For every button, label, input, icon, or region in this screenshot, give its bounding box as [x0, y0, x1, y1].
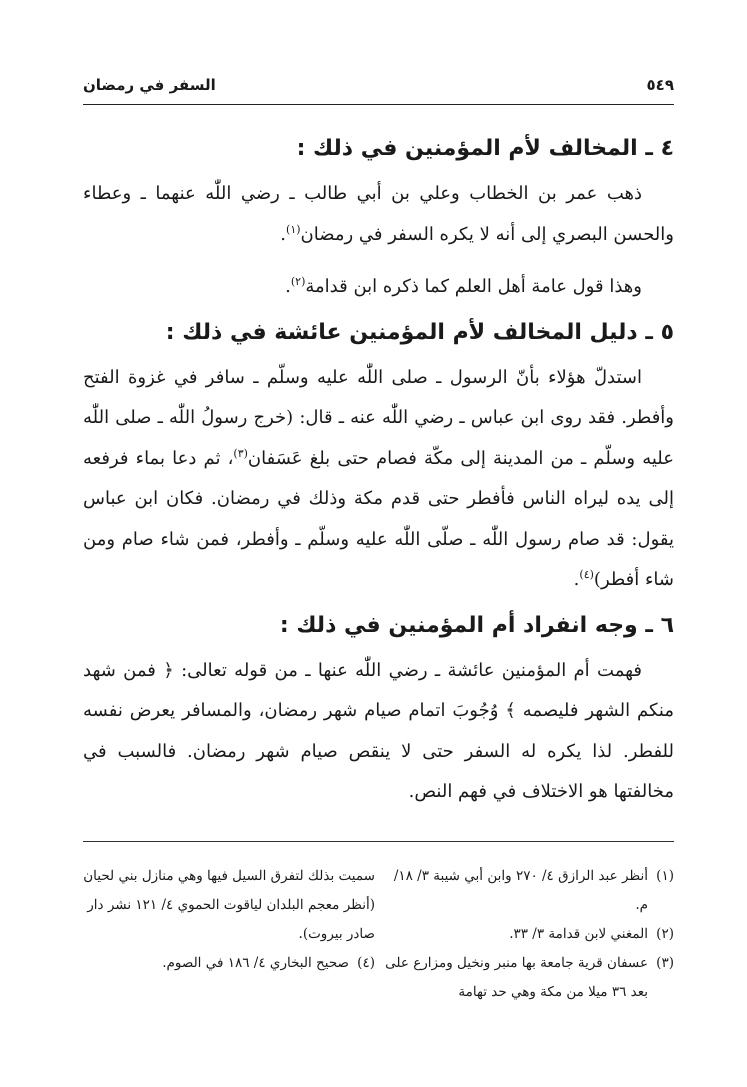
page-number: ٥٤٩ — [646, 76, 674, 94]
paragraph: ذهب عمر بن الخطاب وعلي بن أبي طالب ـ رضي اللّٰه عنهما ـ وعطاء والحسن البصري إلى أنه لا يكره السفر في رمضان$^{(١)}$. — [83, 183, 674, 245]
running-header — [83, 70, 674, 100]
footnote-ref[interactable]: (٢) — [290, 275, 306, 288]
footnote-ref[interactable]: (٣) — [233, 446, 248, 460]
footnote-column-right — [382, 862, 674, 1007]
footnote-ref[interactable]: (١) — [286, 222, 301, 236]
footnote: (٤)صحيح البخاري ٤/ ١٨٦ في الصوم. — [162, 955, 375, 971]
header-rule — [83, 104, 674, 105]
paragraph: وهذا قول عامة أهل العلم كما ذكره ابن قدامة$^{(٢)}$. — [285, 275, 642, 297]
paragraph: فهمت أم المؤمنين عائشة ـ رضي اللّٰه عنها ـ من قوله تعالى: ﴿ فمن شهد منكم الشهر فليصمه ﴾ وُجُوبَ اتمام صيام شهر رمضان، والمسافر يعرض نفسه للفطر. لذا يكره له السفر حتى لا ينقص صيام شهر رمضان. فالسبب في مخالفتها هو الاختلاف في فهم النص. — [83, 659, 674, 802]
footnote-column-left — [83, 862, 375, 1007]
footnotes — [83, 862, 674, 1007]
footnote-continuation: سميت بذلك لتفرق السيل فيها وهي منازل بني لحيان (أنظر معجم البلدان لياقوت الحموي ٤/ ١٢١ نشر دار صادر بيروت). — [83, 868, 375, 942]
paragraph: استدلّ هؤلاء بأنّ الرسول ـ صلى اللّٰه عليه وسلّم ـ سافر في غزوة الفتح وأفطر. فقد روى ابن عباس ـ رضي اللّٰه عنه ـ قال: (خرج رسولُ اللّٰه ـ صلى اللّٰه عليه وسلّم ـ من المدينة إلى مكّة فصام حتى بلغ عَسَفان$^{(٣)}$، ثم دعا بماء فرفعه إلى يده ليراه الناس فأفطر حتى قدم مكة وذلك في رمضان. فكان ابن عباس يقول: قد صام رسول اللّٰه ـ صلّى اللّٰه عليه وسلّم ـ وأفطر، فمن شاء صام ومن شاء أفطر)$^{(٤)}$. — [83, 366, 674, 590]
footnote-rule — [83, 841, 674, 842]
running-title: السفر في رمضان — [83, 76, 216, 94]
footnote-ref[interactable]: (٤) — [579, 568, 594, 581]
footnote: (٢)المغني لابن قدامة ٣/ ٣٣. — [509, 926, 674, 942]
footnote: (٣)عسفان قرية جامعة بها منبر ونخيل ومزارع على بعد ٣٦ ميلا من مكة وهي حد تهامة — [385, 955, 674, 1000]
section-heading: ٦ ـ وجه انفراد أم المؤمنين في ذلك : — [279, 612, 674, 638]
footnote: (١)أنظر عبد الرازق ٤/ ٢٧٠ وابن أبي شيبة ٣/ ١٨/م. — [393, 868, 674, 913]
section-heading: ٥ ـ دليل المخالف لأم المؤمنين عائشة في ذلك : — [165, 319, 674, 345]
main-text — [83, 124, 674, 813]
section-heading: ٤ ـ المخالف لأم المؤمنين في ذلك : — [296, 136, 674, 161]
